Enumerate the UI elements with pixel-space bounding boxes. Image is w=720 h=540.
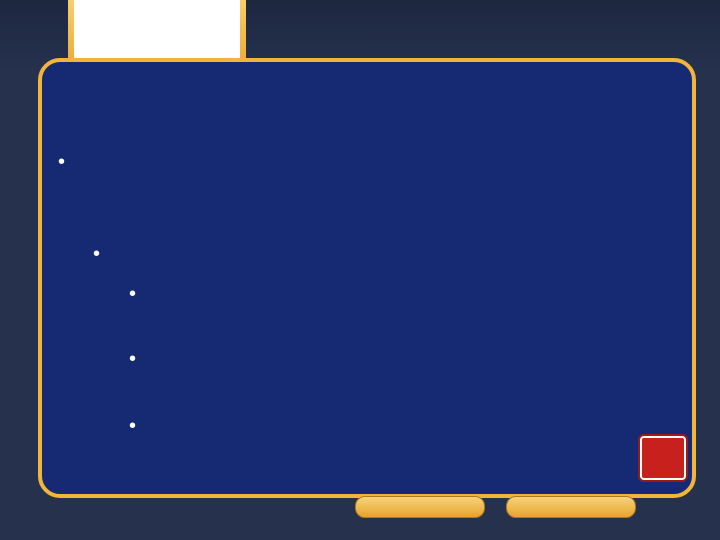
bullet-icon: • [129, 283, 137, 305]
end-of-slide-button[interactable] [640, 436, 686, 480]
resources-button[interactable] [506, 496, 636, 518]
bullet-icon: • [58, 151, 66, 173]
content-panel [38, 58, 696, 498]
bullet-icon: • [129, 415, 137, 437]
chapter-menu-button[interactable] [355, 496, 485, 518]
bullet-icon: • [129, 348, 137, 370]
chapter-tab-inner [74, 0, 240, 66]
bullet-icon: • [93, 243, 101, 265]
